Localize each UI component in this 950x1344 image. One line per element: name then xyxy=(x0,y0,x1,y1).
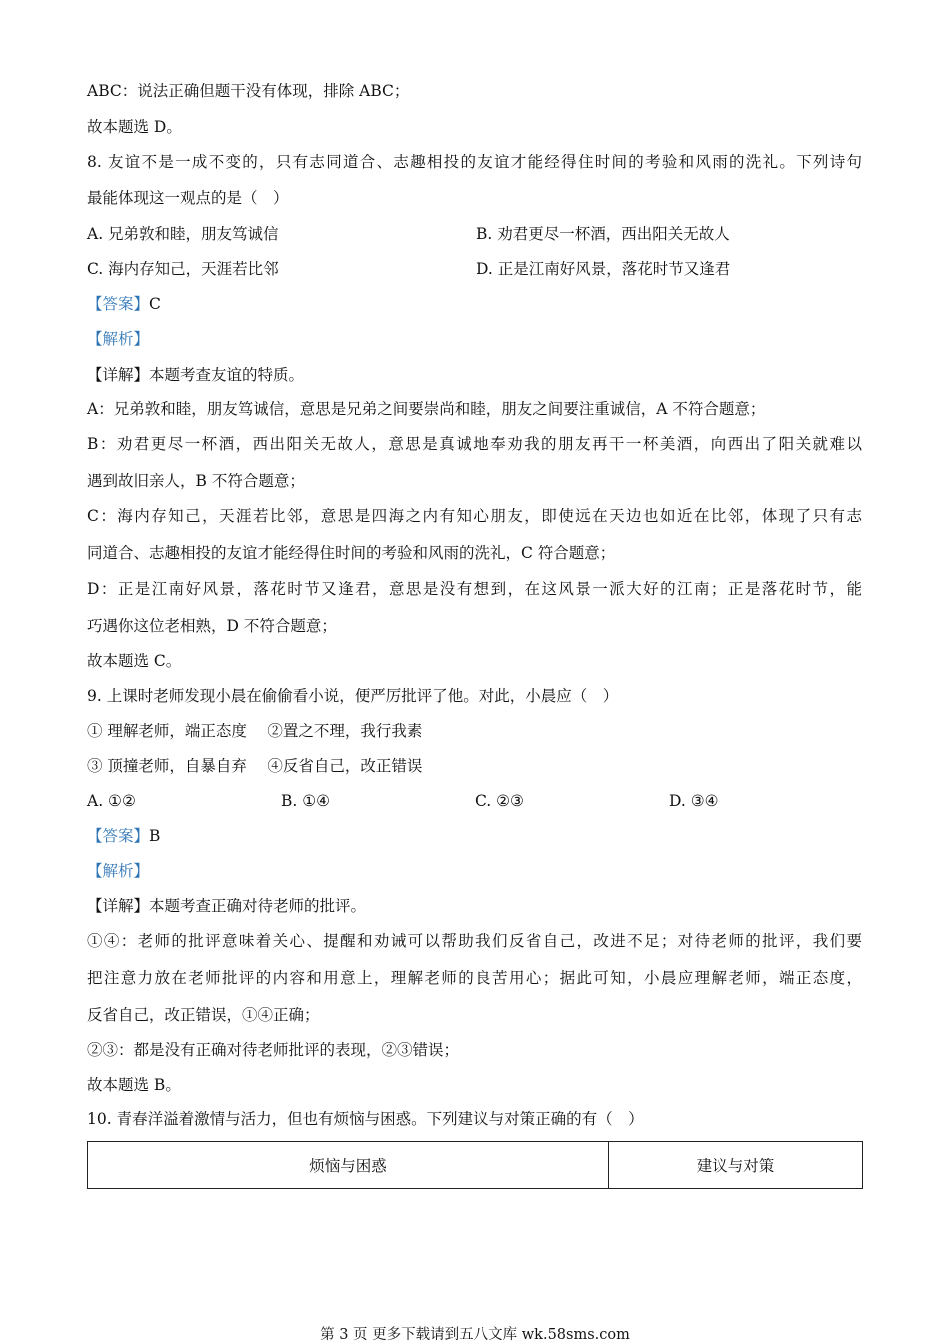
q9-option-d: D. ③④ xyxy=(669,792,719,810)
q9-explain-b: ②③：都是没有正确对待老师批评的表现，②③错误； xyxy=(87,1041,460,1059)
text-line: ABC：说法正确但题干没有体现，排除 ABC； xyxy=(87,82,410,100)
q9-answer xyxy=(87,826,862,846)
answer-tag: 【答案】 xyxy=(87,295,150,313)
q8-option-c: C. 海内存知己，天涯若比邻 xyxy=(87,260,279,278)
q9-analysis-tag: 【解析】 xyxy=(87,862,150,880)
q8-explain-d-cont: 巧遇你这位老相熟，D 不符合题意； xyxy=(87,617,337,635)
q8-explain-a: A：兄弟敦和睦，朋友笃诚信，意思是兄弟之间要崇尚和睦，朋友之间要注重诚信，A 不符合题意； xyxy=(87,400,766,418)
q8-conclusion: 故本题选 C。 xyxy=(87,652,182,670)
q8-answer xyxy=(87,294,862,314)
q10-table xyxy=(87,1141,863,1189)
detail-tag: 【详解】 xyxy=(87,366,150,384)
question-9-stem: 9. 上课时老师发现小晨在偷偷看小说，便严厉批评了他。对此，小晨应（ ） xyxy=(87,687,619,705)
q8-option-b: B. 劝君更尽一杯酒，西出阳关无故人 xyxy=(476,225,730,243)
q9-explain-a-cont2: 反省自己，改正错误，①④正确； xyxy=(87,1006,320,1024)
q8-detail xyxy=(87,365,862,385)
q8-explain-c: C：海内存知己，天涯若比邻，意思是四海之内有知心朋友，即使远在天边也如近在比邻，体现了只有志 xyxy=(87,507,862,525)
q9-statements-1: ① 理解老师，端正态度 ②置之不理，我行我素 xyxy=(87,722,423,740)
question-8-stem: 8. 友谊不是一成不变的，只有志同道合、志趣相投的友谊才能经得住时间的考验和风雨的洗礼。下列诗句 xyxy=(87,153,862,171)
q8-option-d: D. 正是江南好风景，落花时节又逢君 xyxy=(476,260,731,278)
table-header-problems: 烦恼与困惑 xyxy=(88,1142,609,1188)
q9-statements-2: ③ 顶撞老师，自暴自弃 ④反省自己，改正错误 xyxy=(87,757,423,775)
detail-text: 本题考查正确对待老师的批评。 xyxy=(149,897,367,915)
detail-text: 本题考查友谊的特质。 xyxy=(149,366,305,384)
q9-option-c: C. ②③ xyxy=(475,792,524,810)
q9-explain-a-cont: 把注意力放在老师批评的内容和用意上，理解老师的良苦用心；据此可知，小晨应理解老师，端正态度， xyxy=(87,969,862,987)
q9-conclusion: 故本题选 B。 xyxy=(87,1076,181,1094)
table-header-suggestions: 建议与对策 xyxy=(696,1157,775,1175)
q8-option-a: A. 兄弟敦和睦，朋友笃诚信 xyxy=(87,225,279,243)
q8-explain-b: B：劝君更尽一杯酒，西出阳关无故人，意思是真诚地奉劝我的朋友再干一杯美酒，向西出了阳关就难以 xyxy=(87,435,862,453)
question-10-stem: 10. 青春洋溢着激情与活力，但也有烦恼与困惑。下列建议与对策正确的有（ ） xyxy=(87,1110,644,1128)
detail-tag: 【详解】 xyxy=(87,897,150,915)
question-8-stem-cont: 最能体现这一观点的是（ ） xyxy=(87,189,289,207)
answer-tag: 【答案】 xyxy=(87,827,150,845)
answer-value: C xyxy=(149,295,161,313)
text-line: 故本题选 D。 xyxy=(87,118,182,136)
page-footer: 第 3 页 更多下载请到五八文库 wk.58sms.com xyxy=(320,1327,630,1343)
q8-explain-d: D：正是江南好风景，落花时节又逢君，意思是没有想到，在这风景一派大好的江南；正是落花时节，能 xyxy=(87,580,862,598)
q9-option-b: B. ①④ xyxy=(281,792,331,810)
q9-explain-a: ①④：老师的批评意味着关心、提醒和劝诫可以帮助我们反省自己，改进不足；对待老师的批评，我们要 xyxy=(87,932,862,950)
q8-explain-b-cont: 遇到故旧亲人，B 不符合题意； xyxy=(87,472,305,490)
answer-value: B xyxy=(149,827,161,845)
q9-detail xyxy=(87,896,862,916)
q8-analysis-tag: 【解析】 xyxy=(87,330,150,348)
q8-explain-c-cont: 同道合、志趣相投的友谊才能经得住时间的考验和风雨的洗礼，C 符合题意； xyxy=(87,544,616,562)
q9-option-a: A. ①② xyxy=(87,792,136,810)
